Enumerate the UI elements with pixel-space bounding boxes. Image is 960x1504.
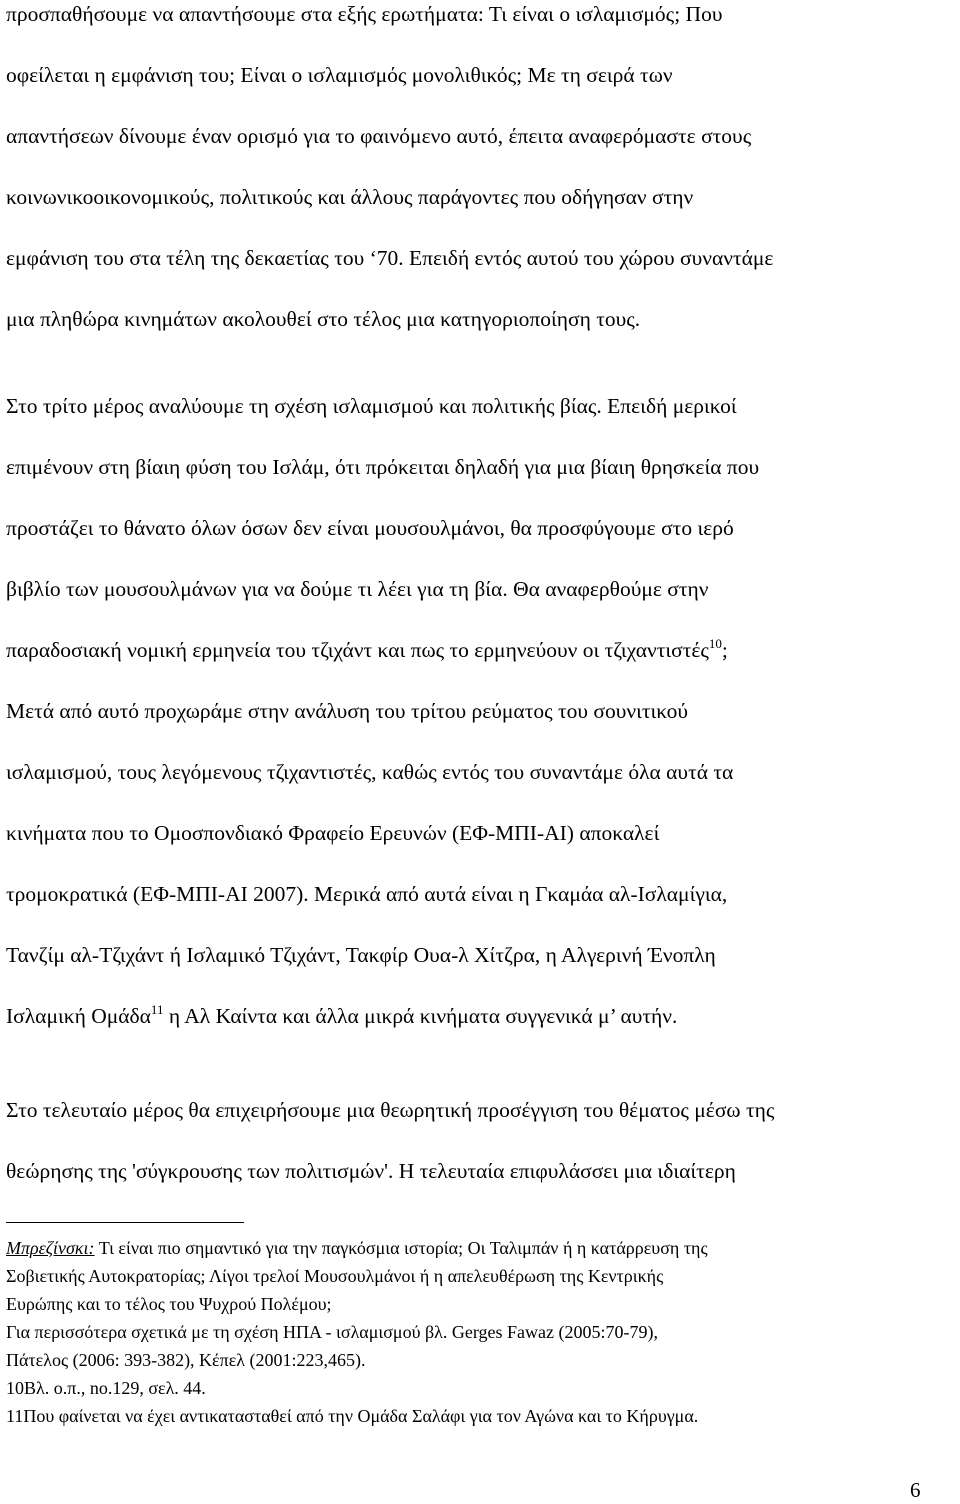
body-line-text: παραδοσιακή νομική ερμηνεία του τζιχάντ και πως το ερμηνεύουν οι τζιχαντιστές [6,638,709,662]
footnote-speaker: Μπρεζίνσκι: [6,1238,95,1258]
body-line: Στο τελευταίο μέρος θα επιχειρήσουμε μια θεωρητική προσέγγιση του θέματος μέσω της [6,1098,775,1122]
body-line: προσπαθήσουμε να απαντήσουμε στα εξής ερωτήματα: Τι είναι ο ισλαμισμός; Που [6,2,723,26]
body-line: οφείλεται η εμφάνιση του; Είναι ο ισλαμισμός μονολιθικός; Με τη σειρά των [6,63,673,87]
page-number: 6 [910,1478,921,1502]
footnote-separator [6,1222,244,1223]
footnote-line: Σοβιετικής Αυτοκρατορίας; Λίγοι τρελοί Μουσουλμάνοι ή η απελευθέρωση της Κεντρικής [6,1266,664,1286]
body-line: προστάζει το θάνατο όλων όσων δεν είναι μουσουλμάνοι, θα προσφύγουμε στο ιερό [6,516,734,540]
body-line: ισλαμισμού, τους λεγόμενους τζιχαντιστές, καθώς εντός του συναντάμε όλα αυτά τα [6,760,734,784]
body-line: Στο τρίτο μέρος αναλύουμε τη σχέση ισλαμισμού και πολιτικής βίας. Επειδή μερικοί [6,394,737,418]
body-line: κινήματα που το Ομοσπονδιακό Φραφείο Ερευνών (ΕΦ-ΜΠΙ-ΑΙ) αποκαλεί [6,821,660,845]
body-line: θεώρησης της 'σύγκρουσης των πολιτισμών'. Η τελευταία επιφυλάσσει μια ιδιαίτερη [6,1159,736,1183]
body-line: κοινωνικοοικονομικούς, πολιτικούς και άλλους παράγοντες που οδήγησαν στην [6,185,694,209]
footnote-line: Ευρώπης και το τέλος του Ψυχρού Πολέμου; [6,1294,332,1314]
footnote-line [6,1236,958,1260]
body-line: εμφάνιση του στα τέλη της δεκαετίας του ‘70. Επειδή εντός αυτού του χώρου συναντάμε [6,246,774,270]
body-line [6,1002,956,1030]
body-line-tail: η Αλ Καίντα και άλλα μικρά κινήματα συγγενικά μ’ αυτήν. [163,1004,678,1028]
footnote-line: Για περισσότερα σχετικά με τη σχέση ΗΠΑ - ισλαμισμού βλ. Gerges Fawaz (2005:70-79), [6,1322,658,1342]
body-line: απαντήσεων δίνουμε έναν ορισμό για το φαινόμενο αυτό, έπειτα αναφερόμαστε στους [6,124,752,148]
body-line-text: Ισλαμική Ομάδα [6,1004,151,1028]
footnote-line: Πάτελος (2006: 393-382), Κέπελ (2001:223,465). [6,1350,366,1370]
footnote-ref: 10 [708,636,722,651]
body-line [6,636,956,664]
body-line: επιμένουν στη βίαιη φύση του Ισλάμ, ότι πρόκειται δηλαδή για μια βίαιη θρησκεία που [6,455,760,479]
footnote-line: 11Που φαίνεται να έχει αντικατασταθεί από την Ομάδα Σαλάφι για τον Αγώνα και το Κήρυγμα. [6,1406,699,1426]
body-line: τρομοκρατικά (ΕΦ-ΜΠΙ-ΑΙ 2007). Μερικά από αυτά είναι η Γκαμάα αλ-Ισλαμίγια, [6,882,728,906]
body-line: Μετά από αυτό προχωράμε στην ανάλυση του τρίτου ρεύματος του σουνιτικού [6,699,689,723]
footnote-text: Τι είναι πιο σημαντικό για την παγκόσμια ιστορία; Οι Ταλιμπάν ή η κατάρρευση της [94,1238,708,1258]
footnote-ref: 11 [150,1002,164,1017]
body-line: μια πληθώρα κινημάτων ακολουθεί στο τέλος μια κατηγοριοποίηση τους. [6,307,641,331]
body-line: βιβλίο των μουσουλμάνων για να δούμε τι λέει για τη βία. Θα αναφερθούμε στην [6,577,709,601]
footnote-line: 10Βλ. ο.π., no.129, σελ. 44. [6,1378,206,1398]
body-line-tail: ; [721,638,728,662]
body-line: Τανζίμ αλ-Τζιχάντ ή Ισλαμικό Τζιχάντ, Τακφίρ Ουα-λ Χίτζρα, η Αλγερινή Ένοπλη [6,943,716,967]
